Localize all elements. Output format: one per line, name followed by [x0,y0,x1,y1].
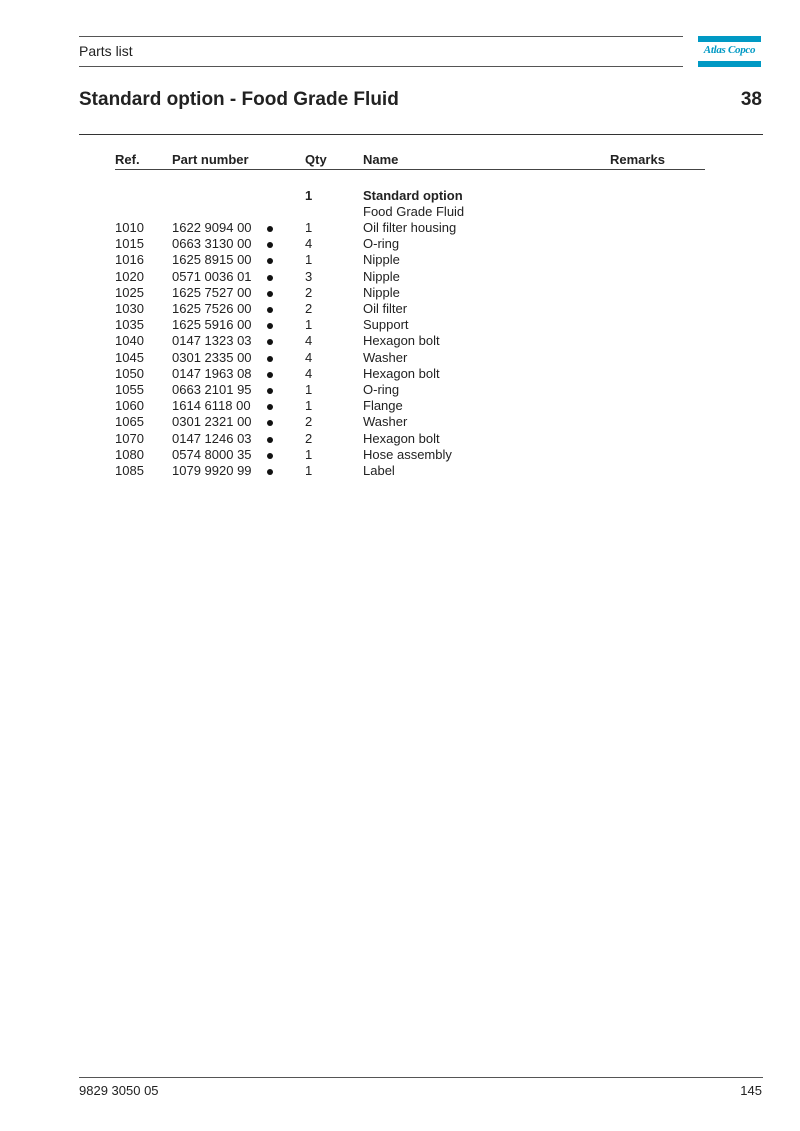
bullet-icon [267,453,273,459]
bullet-icon [267,420,273,426]
group-name: Standard option [363,188,463,203]
row-bullet [265,398,275,414]
row-part-number: 0571 0036 01 [172,269,252,284]
row-bullet [265,447,275,463]
bullet-icon [267,242,273,248]
row-part-number: 1625 8915 00 [172,252,252,267]
row-qty: 1 [305,463,313,478]
row-bullet [265,269,275,285]
logo-band-top [698,36,761,42]
row-qty: 2 [305,301,313,316]
row-ref: 1055 [115,382,144,397]
column-header-ref: Ref. [115,152,140,167]
page-number: 145 [740,1083,762,1098]
row-part-number: 1625 7527 00 [172,285,252,300]
row-qty: 1 [305,382,313,397]
row-name: Hexagon bolt [363,431,440,446]
bullet-icon [267,339,273,345]
row-bullet [265,333,275,349]
bullet-icon [267,404,273,410]
column-header-part-number: Part number [172,152,249,167]
row-bullet [265,382,275,398]
row-name: Nipple [363,252,400,267]
footer-rule [79,1077,763,1078]
row-qty: 4 [305,366,313,381]
logo-band-bottom [698,61,761,67]
row-part-number: 0574 8000 35 [172,447,252,462]
row-bullet [265,220,275,236]
row-name: Flange [363,398,403,413]
row-part-number: 1625 5916 00 [172,317,252,332]
group-qty: 1 [305,188,313,203]
bullet-icon [267,226,273,232]
row-bullet [265,463,275,479]
row-ref: 1070 [115,431,144,446]
row-bullet [265,414,275,430]
row-name: Washer [363,414,408,429]
row-bullet [265,350,275,366]
row-ref: 1045 [115,350,144,365]
row-ref: 1080 [115,447,144,462]
header-rule-top [79,36,683,37]
table-header-rule [115,169,705,170]
row-name: Nipple [363,269,400,284]
row-ref: 1016 [115,252,144,267]
row-ref: 1085 [115,463,144,478]
row-qty: 4 [305,350,313,365]
section-label: Parts list [79,43,133,59]
row-bullet [265,366,275,382]
row-name: Nipple [363,285,400,300]
column-header-remarks: Remarks [610,152,665,167]
row-qty: 3 [305,269,313,284]
row-part-number: 0301 2335 00 [172,350,252,365]
row-bullet [265,236,275,252]
bullet-icon [267,469,273,475]
bullet-icon [267,258,273,264]
row-ref: 1010 [115,220,144,235]
row-part-number: 0301 2321 00 [172,414,252,429]
row-part-number: 1622 9094 00 [172,220,252,235]
row-bullet [265,301,275,317]
row-name: Hose assembly [363,447,452,462]
bullet-icon [267,437,273,443]
row-qty: 1 [305,398,313,413]
row-qty: 4 [305,333,313,348]
row-qty: 1 [305,447,313,462]
column-header-name: Name [363,152,399,167]
bullet-icon [267,275,273,281]
row-name: Oil filter housing [363,220,457,235]
header-rule-bottom [79,66,683,67]
row-name: Label [363,463,395,478]
row-name: Washer [363,350,408,365]
row-ref: 1035 [115,317,144,332]
column-header-qty: Qty [305,152,327,167]
bullet-icon [267,388,273,394]
row-part-number: 0147 1963 08 [172,366,252,381]
row-part-number: 0147 1246 03 [172,431,252,446]
row-bullet [265,431,275,447]
bullet-icon [267,307,273,313]
row-part-number: 0663 2101 95 [172,382,252,397]
row-ref: 1025 [115,285,144,300]
row-part-number: 0147 1323 03 [172,333,252,348]
row-bullet [265,285,275,301]
row-ref: 1050 [115,366,144,381]
page-title: Standard option - Food Grade Fluid [79,89,399,110]
group-subname: Food Grade Fluid [363,204,465,219]
row-qty: 4 [305,236,313,251]
row-qty: 1 [305,317,313,332]
row-part-number: 1614 6118 00 [172,398,251,413]
section-number: 38 [740,89,762,110]
row-qty: 2 [305,285,313,300]
row-ref: 1030 [115,301,144,316]
row-part-number: 1079 9920 99 [172,463,252,478]
row-ref: 1065 [115,414,144,429]
row-ref: 1040 [115,333,144,348]
row-bullet [265,252,275,268]
row-qty: 1 [305,220,313,235]
title-rule [79,134,763,135]
row-bullet [265,317,275,333]
row-name: Support [363,317,409,332]
row-qty: 2 [305,414,313,429]
row-part-number: 0663 3130 00 [172,236,252,251]
row-name: O-ring [363,382,400,397]
row-name: Hexagon bolt [363,333,440,348]
row-name: Oil filter [363,301,408,316]
bullet-icon [267,323,273,329]
bullet-icon [267,372,273,378]
row-ref: 1015 [115,236,144,251]
row-name: Hexagon bolt [363,366,440,381]
bullet-icon [267,356,273,362]
row-ref: 1020 [115,269,144,284]
row-qty: 1 [305,252,313,267]
logo-text: Atlas Copco [703,44,756,56]
document-number: 9829 3050 05 [79,1083,159,1098]
brand-logo [698,36,761,67]
row-part-number: 1625 7526 00 [172,301,252,316]
row-qty: 2 [305,431,313,446]
row-name: O-ring [363,236,400,251]
bullet-icon [267,291,273,297]
row-ref: 1060 [115,398,144,413]
